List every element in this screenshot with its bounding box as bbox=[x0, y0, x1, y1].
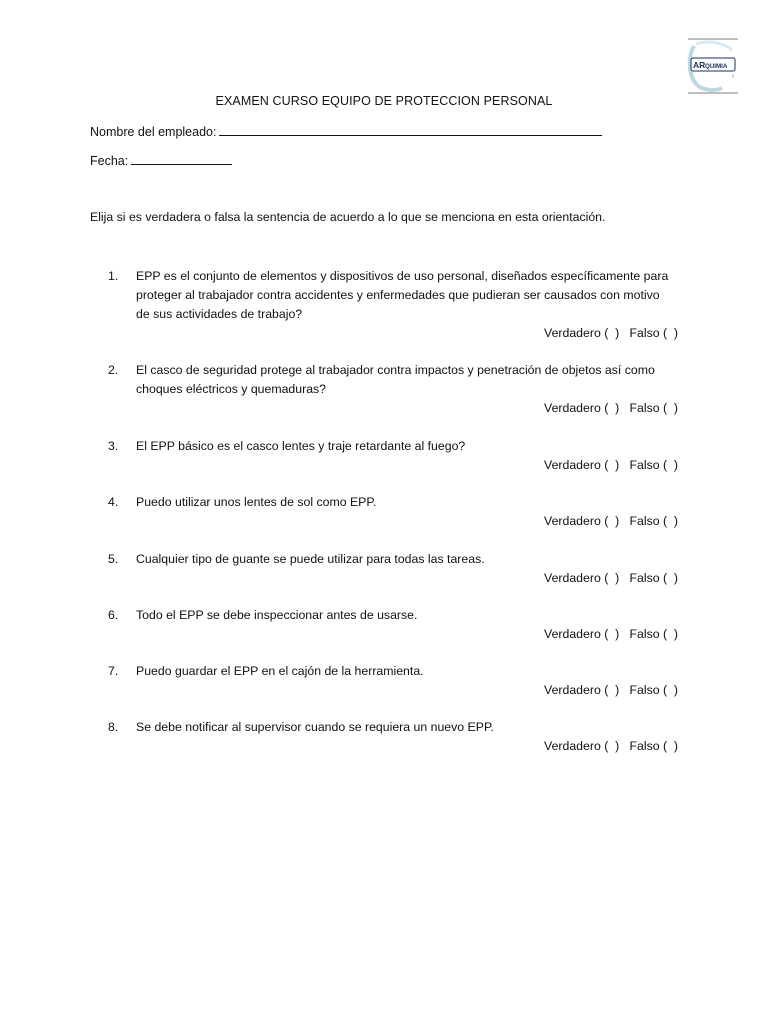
question-text-line: El casco de seguridad protege al trabajador contra impactos y penetración de objetos así como bbox=[136, 363, 655, 377]
exam-title: EXAMEN CURSO EQUIPO DE PROTECCION PERSONAL bbox=[215, 94, 553, 108]
question-text bbox=[136, 267, 698, 324]
question-text-line: Se debe notificar al supervisor cuando se requiera un nuevo EPP. bbox=[136, 720, 494, 734]
question-text-line: El EPP básico es el casco lentes y traje retardante al fuego? bbox=[136, 439, 466, 453]
true-option[interactable]: Verdadero ( ) bbox=[544, 683, 620, 697]
question-item bbox=[108, 437, 698, 475]
answer-options bbox=[108, 681, 698, 700]
question-text-line: Cualquier tipo de guante se puede utilizar para todas las tareas. bbox=[136, 552, 485, 566]
false-option[interactable]: Falso ( ) bbox=[629, 458, 678, 472]
question-item bbox=[108, 361, 698, 418]
option-spacer bbox=[619, 514, 629, 528]
question-text-line: Todo el EPP se debe inspeccionar antes de usarse. bbox=[136, 608, 418, 622]
true-option[interactable]: Verdadero ( ) bbox=[544, 401, 620, 415]
question-number: 2. bbox=[108, 363, 119, 377]
question-text bbox=[136, 361, 698, 399]
arquimia-logo-icon bbox=[686, 38, 740, 94]
company-logo bbox=[686, 38, 740, 94]
question-text bbox=[136, 662, 698, 681]
question-number: 4. bbox=[108, 495, 119, 509]
false-option[interactable]: Falso ( ) bbox=[629, 401, 678, 415]
question-item bbox=[108, 606, 698, 644]
false-option[interactable]: Falso ( ) bbox=[629, 514, 678, 528]
instructions-text: Elija si es verdadera o falsa la sentencia de acuerdo a lo que se menciona en esta orientación. bbox=[90, 210, 606, 224]
question-text-line: de sus actividades de trabajo? bbox=[136, 307, 303, 321]
question-item bbox=[108, 718, 698, 756]
answer-options bbox=[108, 737, 698, 756]
question-text-line: Puedo guardar el EPP en el cajón de la herramienta. bbox=[136, 664, 424, 678]
false-option[interactable]: Falso ( ) bbox=[629, 627, 678, 641]
option-spacer bbox=[619, 326, 629, 340]
employee-name-label: Nombre del empleado: bbox=[90, 125, 217, 139]
question-item bbox=[108, 550, 698, 588]
question-number: 3. bbox=[108, 439, 119, 453]
logo-brand-text: AR bbox=[693, 60, 706, 70]
option-spacer bbox=[619, 458, 629, 472]
svg-text:QUIMIA: QUIMIA bbox=[705, 63, 728, 70]
question-item bbox=[108, 493, 698, 531]
false-option[interactable]: Falso ( ) bbox=[629, 683, 678, 697]
question-text bbox=[136, 606, 698, 625]
date-field bbox=[90, 152, 232, 168]
answer-options bbox=[108, 512, 698, 531]
answer-options bbox=[108, 324, 698, 343]
false-option[interactable]: Falso ( ) bbox=[629, 326, 678, 340]
question-text-line: EPP es el conjunto de elementos y dispositivos de uso personal, diseñados específicamente para bbox=[136, 269, 669, 283]
option-spacer bbox=[619, 739, 629, 753]
true-option[interactable]: Verdadero ( ) bbox=[544, 514, 620, 528]
employee-name-field bbox=[90, 123, 602, 139]
true-option[interactable]: Verdadero ( ) bbox=[544, 627, 620, 641]
question-text bbox=[136, 437, 698, 456]
question-item bbox=[108, 662, 698, 700]
true-option[interactable]: Verdadero ( ) bbox=[544, 458, 620, 472]
date-label: Fecha: bbox=[90, 154, 129, 168]
question-number: 6. bbox=[108, 608, 119, 622]
option-spacer bbox=[619, 571, 629, 585]
question-number: 5. bbox=[108, 552, 119, 566]
question-item bbox=[108, 267, 698, 343]
option-spacer bbox=[619, 401, 629, 415]
false-option[interactable]: Falso ( ) bbox=[629, 739, 678, 753]
true-option[interactable]: Verdadero ( ) bbox=[544, 326, 620, 340]
true-option[interactable]: Verdadero ( ) bbox=[544, 571, 620, 585]
date-blank[interactable] bbox=[131, 152, 232, 165]
question-number: 8. bbox=[108, 720, 119, 734]
answer-options bbox=[108, 399, 698, 418]
answer-options bbox=[108, 625, 698, 644]
question-text bbox=[136, 718, 698, 737]
employee-name-blank[interactable] bbox=[219, 123, 602, 136]
answer-options bbox=[108, 456, 698, 475]
question-number: 1. bbox=[108, 269, 119, 283]
option-spacer bbox=[619, 627, 629, 641]
true-option[interactable]: Verdadero ( ) bbox=[544, 739, 620, 753]
question-text bbox=[136, 493, 698, 512]
option-spacer bbox=[619, 683, 629, 697]
answer-options bbox=[108, 569, 698, 588]
question-number: 7. bbox=[108, 664, 119, 678]
question-text-line: Puedo utilizar unos lentes de sol como EPP. bbox=[136, 495, 377, 509]
false-option[interactable]: Falso ( ) bbox=[629, 571, 678, 585]
question-text-line: choques eléctricos y quemaduras? bbox=[136, 382, 327, 396]
question-text-line: proteger al trabajador contra accidentes y enfermedades que pudieran ser causados con motivo bbox=[136, 288, 660, 302]
question-text bbox=[136, 550, 698, 569]
